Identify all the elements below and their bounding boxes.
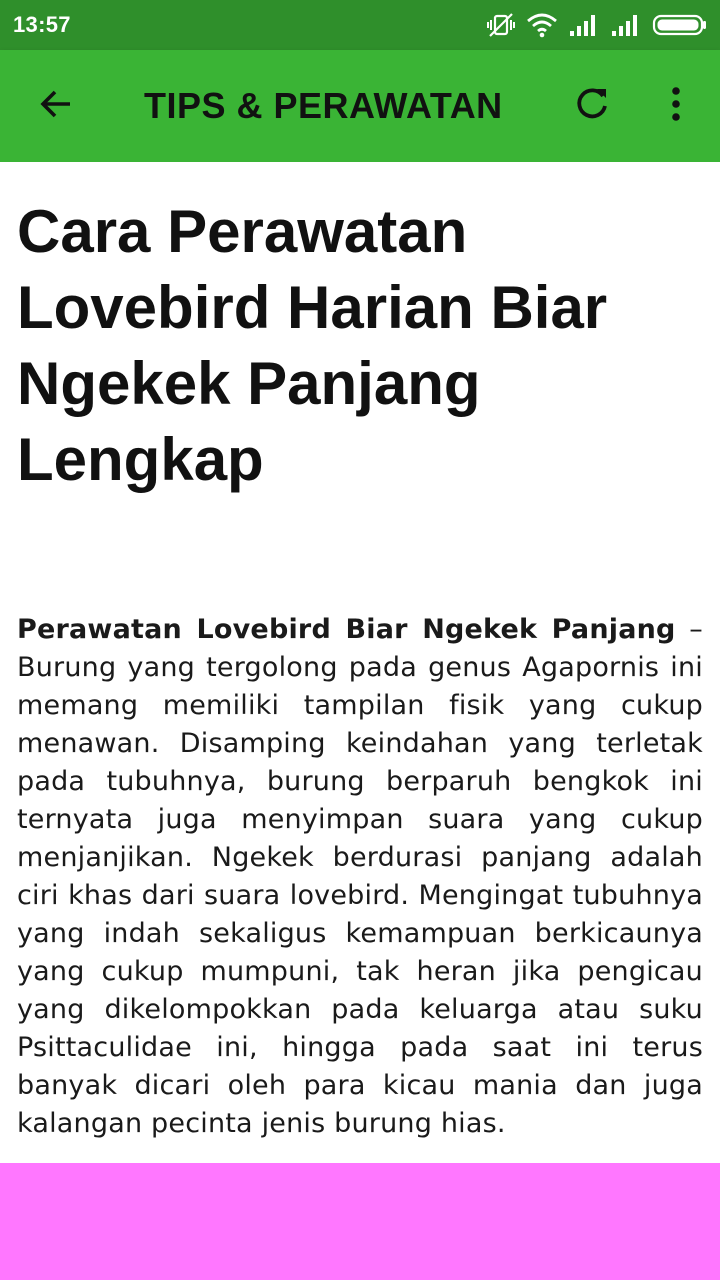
- article-lead: Perawatan Lovebird Biar Ngekek Panjang: [17, 614, 676, 645]
- vibrate-off-icon: [486, 12, 516, 38]
- wifi-icon: [526, 12, 558, 38]
- more-options-button[interactable]: [646, 76, 706, 136]
- ad-banner[interactable]: [0, 1163, 720, 1280]
- article-body: [17, 611, 703, 1143]
- refresh-button[interactable]: [562, 76, 622, 136]
- signal-icon: [610, 12, 642, 38]
- status-icons: [486, 9, 708, 41]
- more-vert-icon: [670, 86, 682, 127]
- back-button[interactable]: [26, 76, 86, 136]
- article-content[interactable]: [0, 162, 720, 1163]
- status-time: 13:57: [13, 12, 71, 37]
- article-text: Burung yang tergolong pada genus Agapornis ini memang memiliki tampilan fisik yang cukup menawan. Disamping keindahan yang terletak pada tubuhnya, burung berparuh bengkok ini ternyata juga menyimpan suara yang cukup menjanjikan. Ngekek berdurasi panjang adalah ciri khas dari suara lovebird. Mengingat tubuhnya yang indah sekaligus kemampuan berkicaunya yang cukup mumpuni, tak heran jika pengicau yang dikelompokkan pada keluarga atau suku Psittaculidae ini, hingga pada saat ini terus banyak dicari oleh para kicau mania dan juga kalangan pecinta jenis burung hias.: [17, 652, 703, 1139]
- battery-icon: [652, 12, 708, 38]
- article-title: Cara Perawatan Lovebird Harian Biar Ngekek Panjang Lengkap: [17, 198, 608, 493]
- app-bar-title: TIPS & PERAWATAN: [144, 85, 503, 126]
- article-dash: –: [675, 614, 704, 645]
- status-bar: [0, 0, 720, 50]
- app-bar: [0, 50, 720, 162]
- arrow-back-icon: [38, 86, 74, 127]
- refresh-icon: [573, 85, 611, 128]
- signal-icon: [568, 12, 600, 38]
